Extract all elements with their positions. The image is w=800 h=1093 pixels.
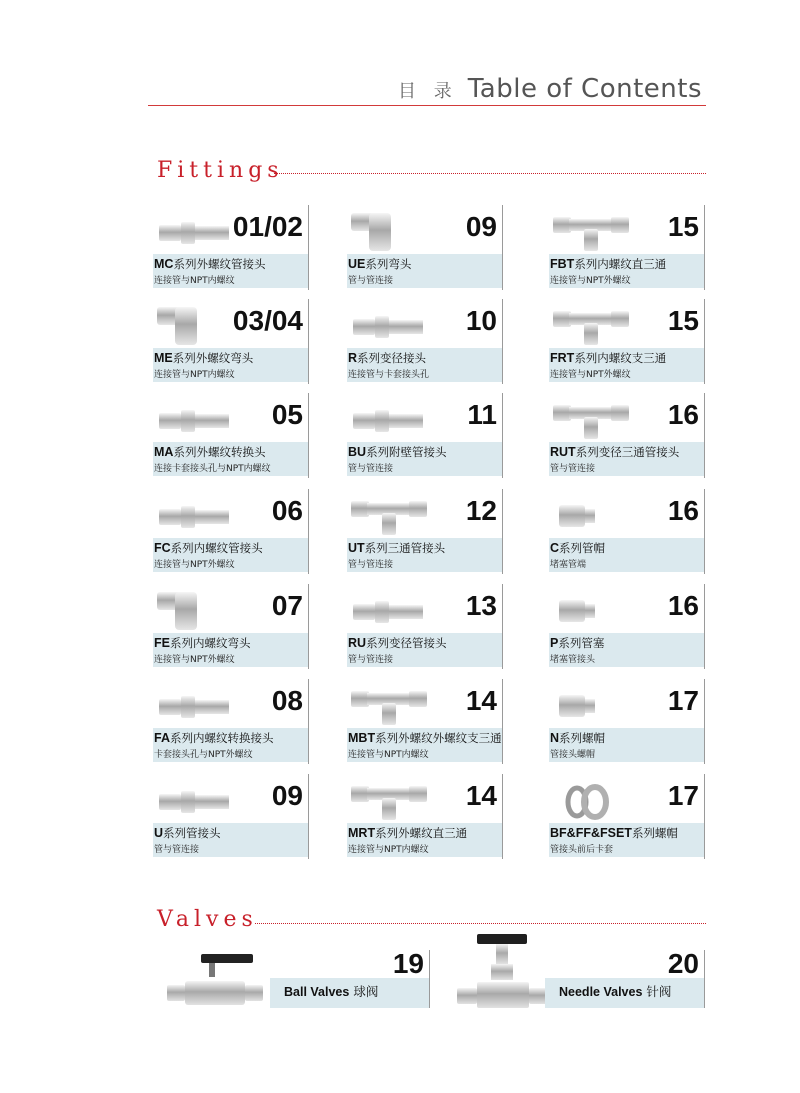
fitting-card[interactable]: [153, 679, 309, 764]
fitting-card[interactable]: [347, 774, 503, 859]
fitting-name: [550, 540, 605, 556]
fitting-band: [153, 633, 308, 667]
reducer-icon: [349, 303, 429, 347]
fitting-code: BF&FF&FSET: [550, 826, 632, 840]
fitting-band: [153, 823, 308, 857]
valve-name-cn: 球阀: [353, 984, 379, 999]
page-number: 13: [465, 590, 497, 621]
card-divider: [704, 205, 705, 290]
fitting-name-rest: 系列外螺纹直三通: [375, 826, 468, 840]
cap-icon: [551, 493, 631, 537]
fitting-band: [347, 633, 502, 667]
fitting-name: [154, 444, 265, 460]
fitting-card[interactable]: [549, 679, 705, 764]
fitting-card[interactable]: [153, 489, 309, 574]
union-tee-icon: [349, 493, 429, 537]
fitting-name-rest: 系列管塞: [558, 636, 605, 650]
valve-label: [559, 982, 671, 1000]
card-divider: [308, 679, 309, 764]
page-number: 16: [667, 590, 699, 621]
run-tee-icon: [551, 303, 631, 347]
fitting-code: UT: [348, 541, 365, 555]
fitting-code: FE: [154, 636, 170, 650]
fitting-name: [550, 635, 604, 651]
fitting-name-rest: 系列三通管接头: [364, 541, 446, 555]
toc-title-cn: 目 录: [397, 81, 458, 102]
fitting-card[interactable]: [153, 205, 309, 290]
valve-name-en: Needle Valves: [559, 985, 643, 999]
fitting-description: 管与管连接: [348, 276, 394, 286]
card-divider: [704, 679, 705, 764]
fitting-code: ME: [154, 351, 173, 365]
fitting-card[interactable]: [153, 299, 309, 384]
fitting-description: 管接头螺帽: [550, 750, 596, 760]
page-number: 11: [467, 399, 497, 430]
page-number: 16: [667, 399, 699, 430]
card-divider: [502, 205, 503, 290]
fitting-code: FBT: [550, 257, 575, 271]
fitting-description: 连接管与NPT外螺纹: [154, 560, 235, 570]
fitting-code: U: [154, 826, 164, 840]
fitting-name: [550, 730, 605, 746]
fitting-name-rest: 系列外螺纹外螺纹支三通: [375, 731, 502, 745]
card-divider: [704, 393, 705, 478]
union-icon: [155, 778, 235, 822]
fitting-description: 连接管与NPT内螺纹: [154, 276, 235, 286]
card-divider: [502, 774, 503, 859]
fitting-card[interactable]: [153, 393, 309, 478]
page-number: 07: [271, 590, 303, 621]
fitting-description: 连接管与NPT外螺纹: [550, 370, 631, 380]
fitting-name: [154, 350, 253, 366]
fitting-band: [549, 728, 704, 762]
fitting-name-rest: 系列内螺纹直三通: [574, 257, 667, 271]
page-number: 20: [667, 948, 699, 979]
branch-tee-icon: [551, 209, 631, 253]
fitting-code: MBT: [348, 731, 376, 745]
card-divider: [308, 489, 309, 574]
male-run-tee-icon: [349, 778, 429, 822]
fitting-name: [348, 825, 467, 841]
fitting-band: [549, 442, 704, 476]
page-number: 06: [271, 495, 303, 526]
fitting-code: RU: [348, 636, 367, 650]
fitting-name: [154, 825, 221, 841]
reducing-tee-icon: [551, 397, 631, 441]
fitting-band: [153, 728, 308, 762]
page-number: 19: [392, 948, 424, 979]
section-title-fittings: Fittings: [157, 158, 284, 183]
reducing-union-icon: [349, 588, 429, 632]
fitting-card[interactable]: [153, 774, 309, 859]
nut-icon: [551, 683, 631, 727]
fitting-code: C: [550, 541, 560, 555]
card-divider: [502, 299, 503, 384]
fitting-code: UE: [348, 257, 366, 271]
fitting-band: [549, 538, 704, 572]
page-number: 12: [465, 495, 497, 526]
fitting-code: FC: [154, 541, 171, 555]
card-divider: [704, 584, 705, 669]
page-number: 15: [667, 211, 699, 242]
card-divider: [308, 393, 309, 478]
valve-name-cn: 针阀: [646, 984, 672, 999]
fitting-band: [549, 348, 704, 382]
fitting-name-rest: 系列变径三通管接头: [575, 445, 680, 459]
fitting-description: 管与管连接: [348, 560, 394, 570]
page-number: 10: [465, 305, 497, 336]
fitting-name: [550, 825, 678, 841]
fitting-description: 连接管与NPT外螺纹: [550, 276, 631, 286]
fitting-name: [348, 730, 502, 746]
fitting-description: 管与管连接: [550, 464, 596, 474]
valves-dotted-rule: [255, 923, 706, 924]
fitting-description: 管与管连接: [348, 464, 394, 474]
male-adapter-icon: [155, 397, 235, 441]
page-number: 17: [667, 780, 699, 811]
fitting-band: [347, 442, 502, 476]
card-divider: [308, 299, 309, 384]
fitting-band: [347, 348, 502, 382]
fitting-band: [347, 728, 502, 762]
fitting-name: [154, 256, 265, 272]
female-connector-icon: [155, 493, 235, 537]
valve-card-needle[interactable]: [545, 950, 705, 1008]
fitting-name-rest: 系列内螺纹转换接头: [169, 731, 274, 745]
page-number: 09: [271, 780, 303, 811]
page-number: 09: [465, 211, 497, 242]
valve-label: [284, 982, 378, 1000]
fitting-name: [348, 350, 426, 366]
section-title-valves: Valves: [157, 907, 258, 932]
page-number: 14: [465, 780, 497, 811]
fitting-name-rest: 系列管接头: [163, 826, 221, 840]
card-divider: [704, 950, 705, 1008]
fitting-band: [549, 254, 704, 288]
card-divider: [704, 489, 705, 574]
fitting-card[interactable]: [549, 584, 705, 669]
fitting-name-rest: 系列内螺纹管接头: [170, 541, 263, 555]
fitting-card[interactable]: [549, 489, 705, 574]
fitting-code: MA: [154, 445, 174, 459]
fitting-description: 连接管与NPT内螺纹: [348, 845, 429, 855]
card-divider: [308, 774, 309, 859]
fitting-name: [348, 540, 445, 556]
ball-valve-icon: [165, 948, 265, 1028]
fitting-card[interactable]: [347, 205, 503, 290]
fitting-description: 堵塞管接头: [550, 655, 596, 665]
fitting-name-rest: 系列附壁管接头: [366, 445, 447, 459]
fitting-card[interactable]: [549, 393, 705, 478]
card-divider: [502, 584, 503, 669]
fitting-name-rest: 系列外螺纹转换头: [173, 445, 266, 459]
fitting-code: FA: [154, 731, 170, 745]
toc-title-en: Table of Contents: [467, 74, 702, 104]
fitting-code: BU: [348, 445, 367, 459]
fitting-card[interactable]: [549, 205, 705, 290]
fitting-card[interactable]: [347, 679, 503, 764]
fitting-name: [154, 635, 250, 651]
fitting-name-rest: 系列变径管接头: [366, 636, 447, 650]
fitting-name-rest: 系列内螺纹支三通: [574, 351, 667, 365]
card-divider: [308, 584, 309, 669]
page-number: 05: [271, 399, 303, 430]
fittings-dotted-rule: [274, 173, 706, 174]
page-number: 01/02: [232, 211, 303, 242]
fitting-name: [348, 256, 411, 272]
male-branch-tee-icon: [349, 683, 429, 727]
fitting-description: 堵塞管端: [550, 560, 587, 570]
fitting-name-rest: 系列变径接头: [357, 351, 427, 365]
fitting-band: [153, 442, 308, 476]
bulkhead-union-icon: [349, 397, 429, 441]
fitting-description: 管接头前后卡套: [550, 845, 614, 855]
fitting-code: P: [550, 636, 559, 650]
fitting-card[interactable]: [549, 774, 705, 859]
fitting-code: MRT: [348, 826, 376, 840]
page-number: 17: [667, 685, 699, 716]
fitting-name: [550, 350, 666, 366]
card-divider: [502, 489, 503, 574]
page-number: 16: [667, 495, 699, 526]
fitting-name-rest: 系列螺帽: [631, 826, 678, 840]
fitting-code: N: [550, 731, 560, 745]
ferrule-set-icon: [551, 778, 631, 822]
fitting-name: [550, 444, 679, 460]
fitting-band: [347, 254, 502, 288]
elbow-union-icon: [349, 209, 429, 253]
plug-icon: [551, 588, 631, 632]
page-number: 15: [667, 305, 699, 336]
fitting-card[interactable]: [347, 489, 503, 574]
card-divider: [502, 393, 503, 478]
fitting-name-rest: 系列管帽: [559, 541, 606, 555]
page-number: 03/04: [232, 305, 303, 336]
fitting-code: MC: [154, 257, 174, 271]
female-elbow-icon: [155, 588, 235, 632]
card-divider: [704, 299, 705, 384]
card-divider: [704, 774, 705, 859]
page-number: 14: [465, 685, 497, 716]
fitting-card[interactable]: [347, 393, 503, 478]
fitting-name-rest: 系列外螺纹管接头: [173, 257, 266, 271]
fitting-band: [153, 254, 308, 288]
fitting-description: 管与管连接: [154, 845, 200, 855]
fitting-name: [154, 540, 263, 556]
fitting-band: [347, 538, 502, 572]
fitting-card[interactable]: [347, 584, 503, 669]
fitting-description: 管与管连接: [348, 655, 394, 665]
fitting-name-rest: 系列弯头: [365, 257, 412, 271]
fitting-band: [153, 348, 308, 382]
male-elbow-icon: [155, 303, 235, 347]
toc-title: [398, 74, 702, 104]
valve-card-ball[interactable]: [270, 950, 430, 1008]
fitting-name-rest: 系列螺帽: [559, 731, 606, 745]
fitting-code: RUT: [550, 445, 576, 459]
female-adapter-icon: [155, 683, 235, 727]
fitting-card[interactable]: [347, 299, 503, 384]
card-divider: [429, 950, 430, 1008]
fitting-name-rest: 系列内螺纹弯头: [169, 636, 251, 650]
fitting-band: [549, 633, 704, 667]
fitting-band: [347, 823, 502, 857]
fitting-name: [348, 444, 447, 460]
fitting-name-rest: 系列外螺纹弯头: [172, 351, 254, 365]
fitting-code: FRT: [550, 351, 575, 365]
fitting-code: R: [348, 351, 358, 365]
page-number: 08: [271, 685, 303, 716]
valve-name-en: Ball Valves: [284, 985, 350, 999]
fitting-description: 卡套接头孔与NPT外螺纹: [154, 750, 253, 760]
fitting-name: [550, 256, 666, 272]
fitting-card[interactable]: [549, 299, 705, 384]
title-rule: [148, 105, 706, 106]
fitting-description: 连接管与NPT内螺纹: [348, 750, 429, 760]
union-male-thread-icon: [155, 209, 235, 253]
fitting-band: [153, 538, 308, 572]
card-divider: [308, 205, 309, 290]
fitting-description: 连接管与卡套接头孔: [348, 370, 430, 380]
fitting-band: [549, 823, 704, 857]
fitting-description: 连接管与NPT外螺纹: [154, 655, 235, 665]
fitting-name: [154, 730, 273, 746]
card-divider: [502, 679, 503, 764]
needle-valve-icon: [455, 930, 555, 1020]
fitting-description: 连接卡套接头孔与NPT内螺纹: [154, 464, 271, 474]
fitting-card[interactable]: [153, 584, 309, 669]
fitting-name: [348, 635, 447, 651]
fitting-description: 连接管与NPT内螺纹: [154, 370, 235, 380]
